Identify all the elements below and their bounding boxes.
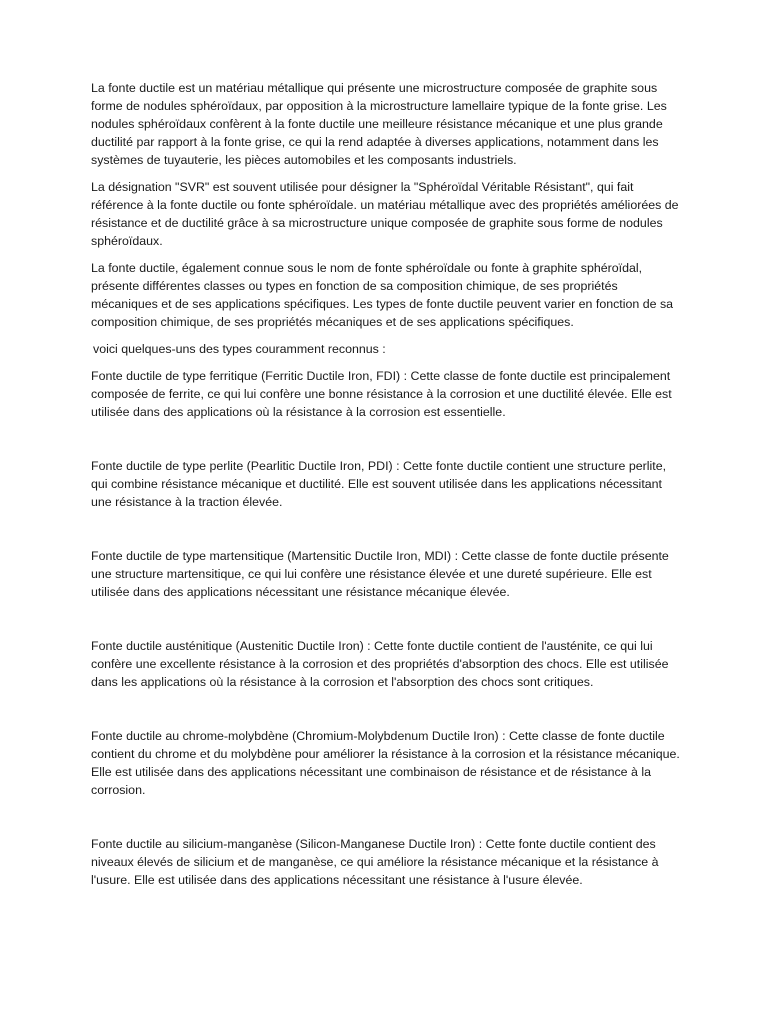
paragraph-pearlitic: Fonte ductile de type perlite (Pearlitic Ductile Iron, PDI) : Cette fonte ductile contient une structure perlite, qui combine résistance mécanique et ductilité. Elle est souvent utilisée dans les applications nécessitant une résistance à la traction élevée. xyxy=(91,459,667,509)
paragraph-chromium-molybdenum: Fonte ductile au chrome-molybdène (Chromium-Molybdenum Ductile Iron) : Cette classe de fonte ductile contient du chrome et du molybdène pour améliorer la résistance à la corrosion et la résistance mécanique. Elle est utilisée dans des applications nécessitant une combinaison de résistance et de résistance à la corrosion. xyxy=(91,729,680,797)
paragraph-silicon-manganese: Fonte ductile au silicium-manganèse (Silicon-Manganese Ductile Iron) : Cette fonte ductile contient des niveaux élevés de silicium et de manganèse, ce qui améliore la résistance mécanique et la résistance à l'usure. Elle est utilisée dans des applications nécessitant une résistance à l'usure élevée. xyxy=(91,837,659,887)
paragraph-list-lead: voici quelques-uns des types couramment reconnus : xyxy=(93,342,386,356)
paragraph-classes: La fonte ductile, également connue sous le nom de fonte sphéroïdale ou fonte à graphite sphéroïdal, présente différentes classes ou types en fonction de sa composition chimique, de ses propriétés mécaniques et de ses applications spécifiques. Les types de fonte ductile peuvent varier en fonction de sa composition chimique, de ses propriétés mécaniques et de ses applications spécifiques. xyxy=(91,261,674,329)
paragraph-martensitic: Fonte ductile de type martensitique (Martensitic Ductile Iron, MDI) : Cette classe de fonte ductile présente une structure martensitique, ce qui lui confère une résistance élevée et une dureté supérieure. Elle est utilisée dans des applications nécessitant une résistance mécanique élevée. xyxy=(91,549,669,599)
paragraph-austenitic: Fonte ductile austénitique (Austenitic Ductile Iron) : Cette fonte ductile contient de l'austénite, ce qui lui confère une excellente résistance à la corrosion et des propriétés d'absorption des chocs. Elle est utilisée dans les applications où la résistance à la corrosion et l'absorption des chocs sont critiques. xyxy=(91,639,669,689)
paragraph-ferritic: Fonte ductile de type ferritique (Ferritic Ductile Iron, FDI) : Cette classe de fonte ductile est principalement composée de ferrite, ce qui lui confère une bonne résistance à la corrosion et une ductilité élevée. Elle est utilisée dans des applications où la résistance à la corrosion est essentielle. xyxy=(91,369,672,419)
paragraph-intro: La fonte ductile est un matériau métallique qui présente une microstructure composée de graphite sous forme de nodules sphéroïdaux, par opposition à la microstructure lamellaire typique de la fonte grise. Les nodules sphéroïdaux confèrent à la fonte ductile une meilleure résistance mécanique et une plus grande ductilité par rapport à la fonte grise, ce qui la rend adaptée à diverses applications, notamment dans les systèmes de tuyauterie, les pièces automobiles et les composants industriels. xyxy=(91,81,667,167)
document-body xyxy=(91,79,681,898)
paragraph-svr: La désignation "SVR" est souvent utilisée pour désigner la "Sphéroïdal Véritable Résistant", qui fait référence à la fonte ductile ou fonte sphéroïdale. un matériau métallique avec des propriétés améliorées de résistance et de ductilité grâce à sa microstructure unique composée de graphite sous forme de nodules sphéroïdaux. xyxy=(91,180,679,248)
